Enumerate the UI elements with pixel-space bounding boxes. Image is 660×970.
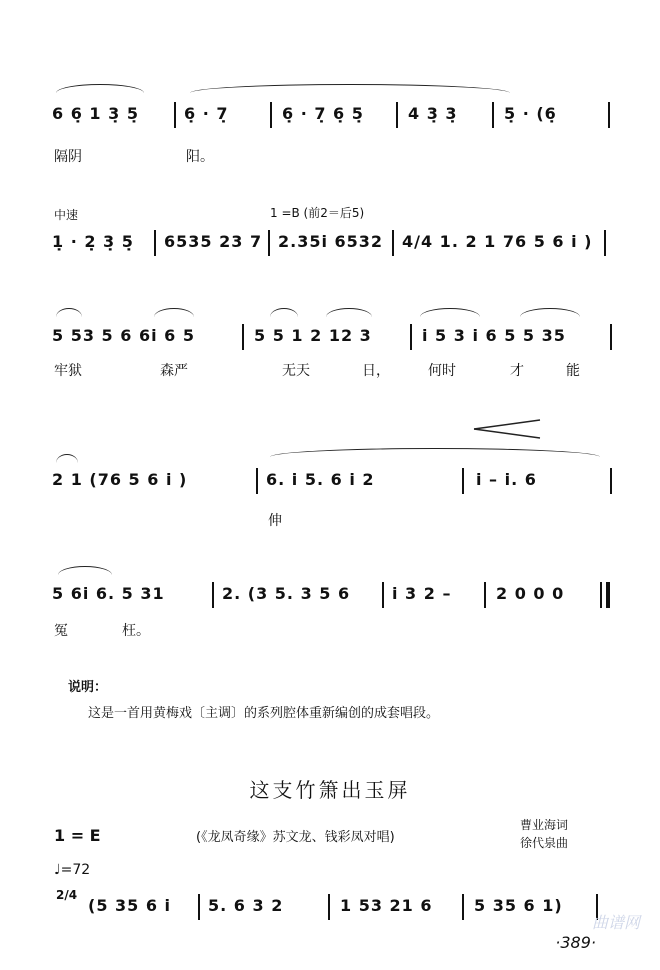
barline (396, 102, 398, 128)
notation-line-4 (52, 470, 620, 492)
lyric: 日， (362, 363, 390, 379)
measure: 4 3̣ 3̣ (408, 104, 458, 123)
barline (608, 102, 610, 128)
note-heading: 说明： (68, 680, 108, 695)
notation-line-2 (52, 232, 620, 254)
notation-line-6 (88, 896, 620, 918)
measure: 5̣ · (6̣ (504, 104, 557, 123)
slur (270, 308, 298, 317)
measure: 1̣ · 2̣ 3̣ 5̣ (52, 232, 134, 251)
barline (270, 102, 272, 128)
crescendo-hairpin-icon (470, 418, 542, 440)
measure: 5 5 1 2 12 3 (254, 326, 372, 345)
barline (198, 894, 200, 920)
measure: (5 35 6 i (88, 896, 172, 915)
measure: 6̣ · 7̣ (184, 104, 229, 123)
slur (420, 308, 480, 317)
lyric: 能 (566, 363, 580, 379)
measure: 5 6i 6. 5 31 (52, 584, 165, 603)
lyric: 伸 (268, 513, 282, 529)
lyric: 何时 (428, 363, 456, 379)
barline (410, 324, 412, 350)
page-number: ·389· (555, 933, 596, 952)
final-barline-thick (606, 582, 610, 608)
slur (326, 308, 372, 317)
measure: 5. 6 3 2 (208, 896, 284, 915)
barline (256, 468, 258, 494)
barline (462, 468, 464, 494)
slur (190, 84, 510, 93)
barline (610, 324, 612, 350)
measure: 2 0 0 0 (496, 584, 565, 603)
slur (56, 84, 144, 93)
measure: 2.35i 6532 (278, 232, 384, 251)
song-title: 这支竹箫出玉屏 (249, 778, 411, 802)
lyric: 枉。 (122, 623, 150, 639)
lyric: 牢狱 (54, 363, 82, 379)
slur (270, 448, 600, 457)
notation-line-1 (52, 104, 620, 126)
barline (392, 230, 394, 256)
lyric: 无天 (282, 363, 310, 379)
lyric: 才 (510, 363, 524, 379)
tempo-label: 中速 (54, 208, 79, 222)
barline (174, 102, 176, 128)
barline (604, 230, 606, 256)
barline (268, 230, 270, 256)
measure: 6535 23 7 (164, 232, 263, 251)
measure: 6 6̣ 1 3̣ 5̣ (52, 104, 139, 123)
lyric: 森严 (160, 363, 188, 379)
lyric: 冤 (54, 623, 68, 639)
key-change: 1 =B (前2＝后5) (270, 206, 365, 220)
slur (58, 566, 112, 575)
measure: 1 53 21 6 (340, 896, 433, 915)
barline (242, 324, 244, 350)
measure: i – i. 6 (476, 470, 537, 489)
final-barline-thin (600, 582, 602, 608)
measure: i 3 2 – (392, 584, 452, 603)
song-subtitle: (《龙凤奇缘》苏文龙、钱彩凤对唱) (196, 830, 395, 845)
notation-line-5 (52, 584, 620, 606)
barline (462, 894, 464, 920)
barline (492, 102, 494, 128)
measure: 2. (3 5. 3 5 6 (222, 584, 351, 603)
barline (610, 468, 612, 494)
tempo-marking: ♩=72 (54, 862, 91, 878)
barline (212, 582, 214, 608)
notation-line-3 (52, 326, 620, 348)
lyric: 隔阴 (54, 149, 82, 165)
measure: i 5 3 i 6 5 5 35 (422, 326, 566, 345)
slur (154, 308, 194, 317)
measure: 6̣ · 7̣ 6̣ 5̣ (282, 104, 364, 123)
slur (56, 308, 82, 317)
measure: 5 35 6 1) (474, 896, 563, 915)
composer: 徐代泉曲 (520, 836, 569, 850)
lyricist: 曹业海词 (520, 818, 569, 832)
watermark-logo: 曲谱网 (591, 913, 640, 932)
barline (382, 582, 384, 608)
barline (484, 582, 486, 608)
slur (520, 308, 580, 317)
measure: 5 53 5 6 6i 6 5 (52, 326, 195, 345)
song-key: 1 = E (54, 826, 101, 845)
note-text: 这是一首用黄梅戏〔主调〕的系列腔体重新编创的成套唱段。 (88, 706, 440, 721)
measure: 4/4 1. 2 1 76 5 6 i ) (402, 232, 593, 251)
slur (56, 454, 78, 463)
barline (328, 894, 330, 920)
measure: 6. i 5. 6 i 2 (266, 470, 375, 489)
measure: 2 1 (76 5 6 i ) (52, 470, 188, 489)
time-signature: 2/4 (56, 888, 78, 902)
barline (154, 230, 156, 256)
lyric: 阳。 (186, 149, 214, 165)
